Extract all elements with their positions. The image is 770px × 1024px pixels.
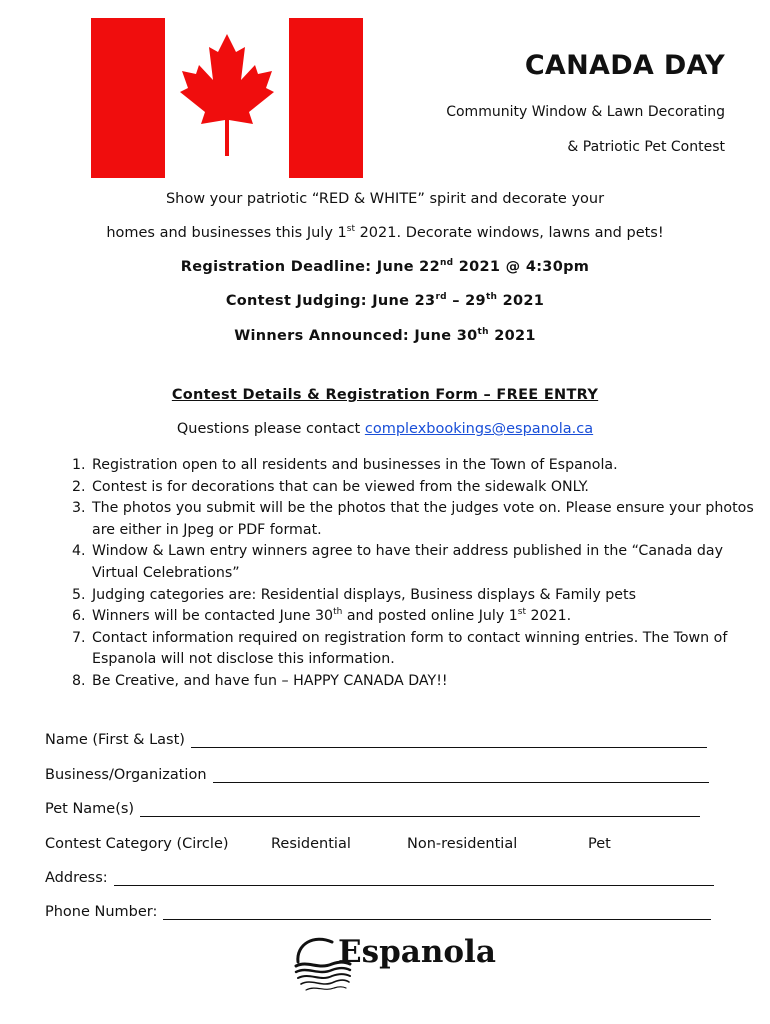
flag-red-bar-left <box>91 18 165 178</box>
contest-rules-list <box>62 455 760 693</box>
address-field[interactable] <box>45 870 714 886</box>
name-field[interactable] <box>45 732 707 748</box>
winners-announced: Winners Announced: June 30th 2021 <box>234 327 536 344</box>
category-option-non-residential[interactable]: Non-residential <box>407 836 518 852</box>
espanola-wordmark: Espanola <box>338 934 496 970</box>
category-option-residential[interactable]: Residential <box>271 836 351 852</box>
registration-deadline: Registration Deadline: June 22nd 2021 @ 4:30pm <box>180 258 590 275</box>
address-line[interactable] <box>114 871 714 886</box>
phone-field[interactable] <box>45 904 711 920</box>
details-heading: Contest Details & Registration Form – FREE ENTRY <box>171 387 599 403</box>
rule-item: 7. Contact information required on registration form to contact winning entries. The Town of Espanola will not disclose this information. <box>90 628 760 671</box>
category-option-pet[interactable]: Pet <box>588 836 611 852</box>
page-title: CANADA DAY <box>524 50 725 81</box>
subtitle-line-2: & Patriotic Pet Contest <box>567 139 725 155</box>
subtitle-line-1: Community Window & Lawn Decorating <box>446 104 725 120</box>
rule-item: 3. The photos you submit will be the photos that the judges vote on. Please ensure your photos are either in Jpeg or PDF format. <box>90 498 760 541</box>
pet-name-line[interactable] <box>140 802 700 817</box>
maple-leaf-icon <box>177 32 277 162</box>
canada-flag <box>91 18 363 178</box>
flag-red-bar-right <box>289 18 363 178</box>
business-field[interactable] <box>45 767 709 783</box>
rule-item: 4. Window & Lawn entry winners agree to have their address published in the “Canada day Virtual Celebrations” <box>90 541 760 584</box>
business-label: Business/Organization <box>45 767 207 783</box>
phone-line[interactable] <box>163 905 711 920</box>
contact-email-link[interactable]: complexbookings@espanola.ca <box>364 421 594 437</box>
contact-line: Questions please contact complexbookings@espanola.ca <box>176 421 594 437</box>
espanola-logo <box>292 934 496 996</box>
address-label: Address: <box>45 870 108 886</box>
pet-name-label: Pet Name(s) <box>45 801 135 817</box>
rule-item: 2. Contest is for decorations that can be viewed from the sidewalk ONLY. <box>90 477 760 499</box>
name-label: Name (First & Last) <box>45 732 185 748</box>
rule-item: 6. Winners will be contacted June 30th and posted online July 1st 2021. <box>90 606 760 628</box>
rule-item: 8. Be Creative, and have fun – HAPPY CANADA DAY!! <box>90 671 760 693</box>
rule-item: 5. Judging categories are: Residential displays, Business displays & Family pets <box>90 585 760 607</box>
phone-label: Phone Number: <box>45 904 158 920</box>
contest-judging: Contest Judging: June 23rd – 29th 2021 <box>225 292 545 309</box>
intro-line-1: Show your patriotic “RED & WHITE” spirit and decorate your <box>165 191 605 207</box>
business-line[interactable] <box>213 768 709 783</box>
pet-name-field[interactable] <box>45 801 700 817</box>
category-label: Contest Category (Circle) <box>45 836 229 852</box>
name-line[interactable] <box>191 733 707 748</box>
rule-item: 1. Registration open to all residents and businesses in the Town of Espanola. <box>90 455 760 477</box>
intro-line-2: homes and businesses this July 1st 2021. Decorate windows, lawns and pets! <box>106 224 664 241</box>
